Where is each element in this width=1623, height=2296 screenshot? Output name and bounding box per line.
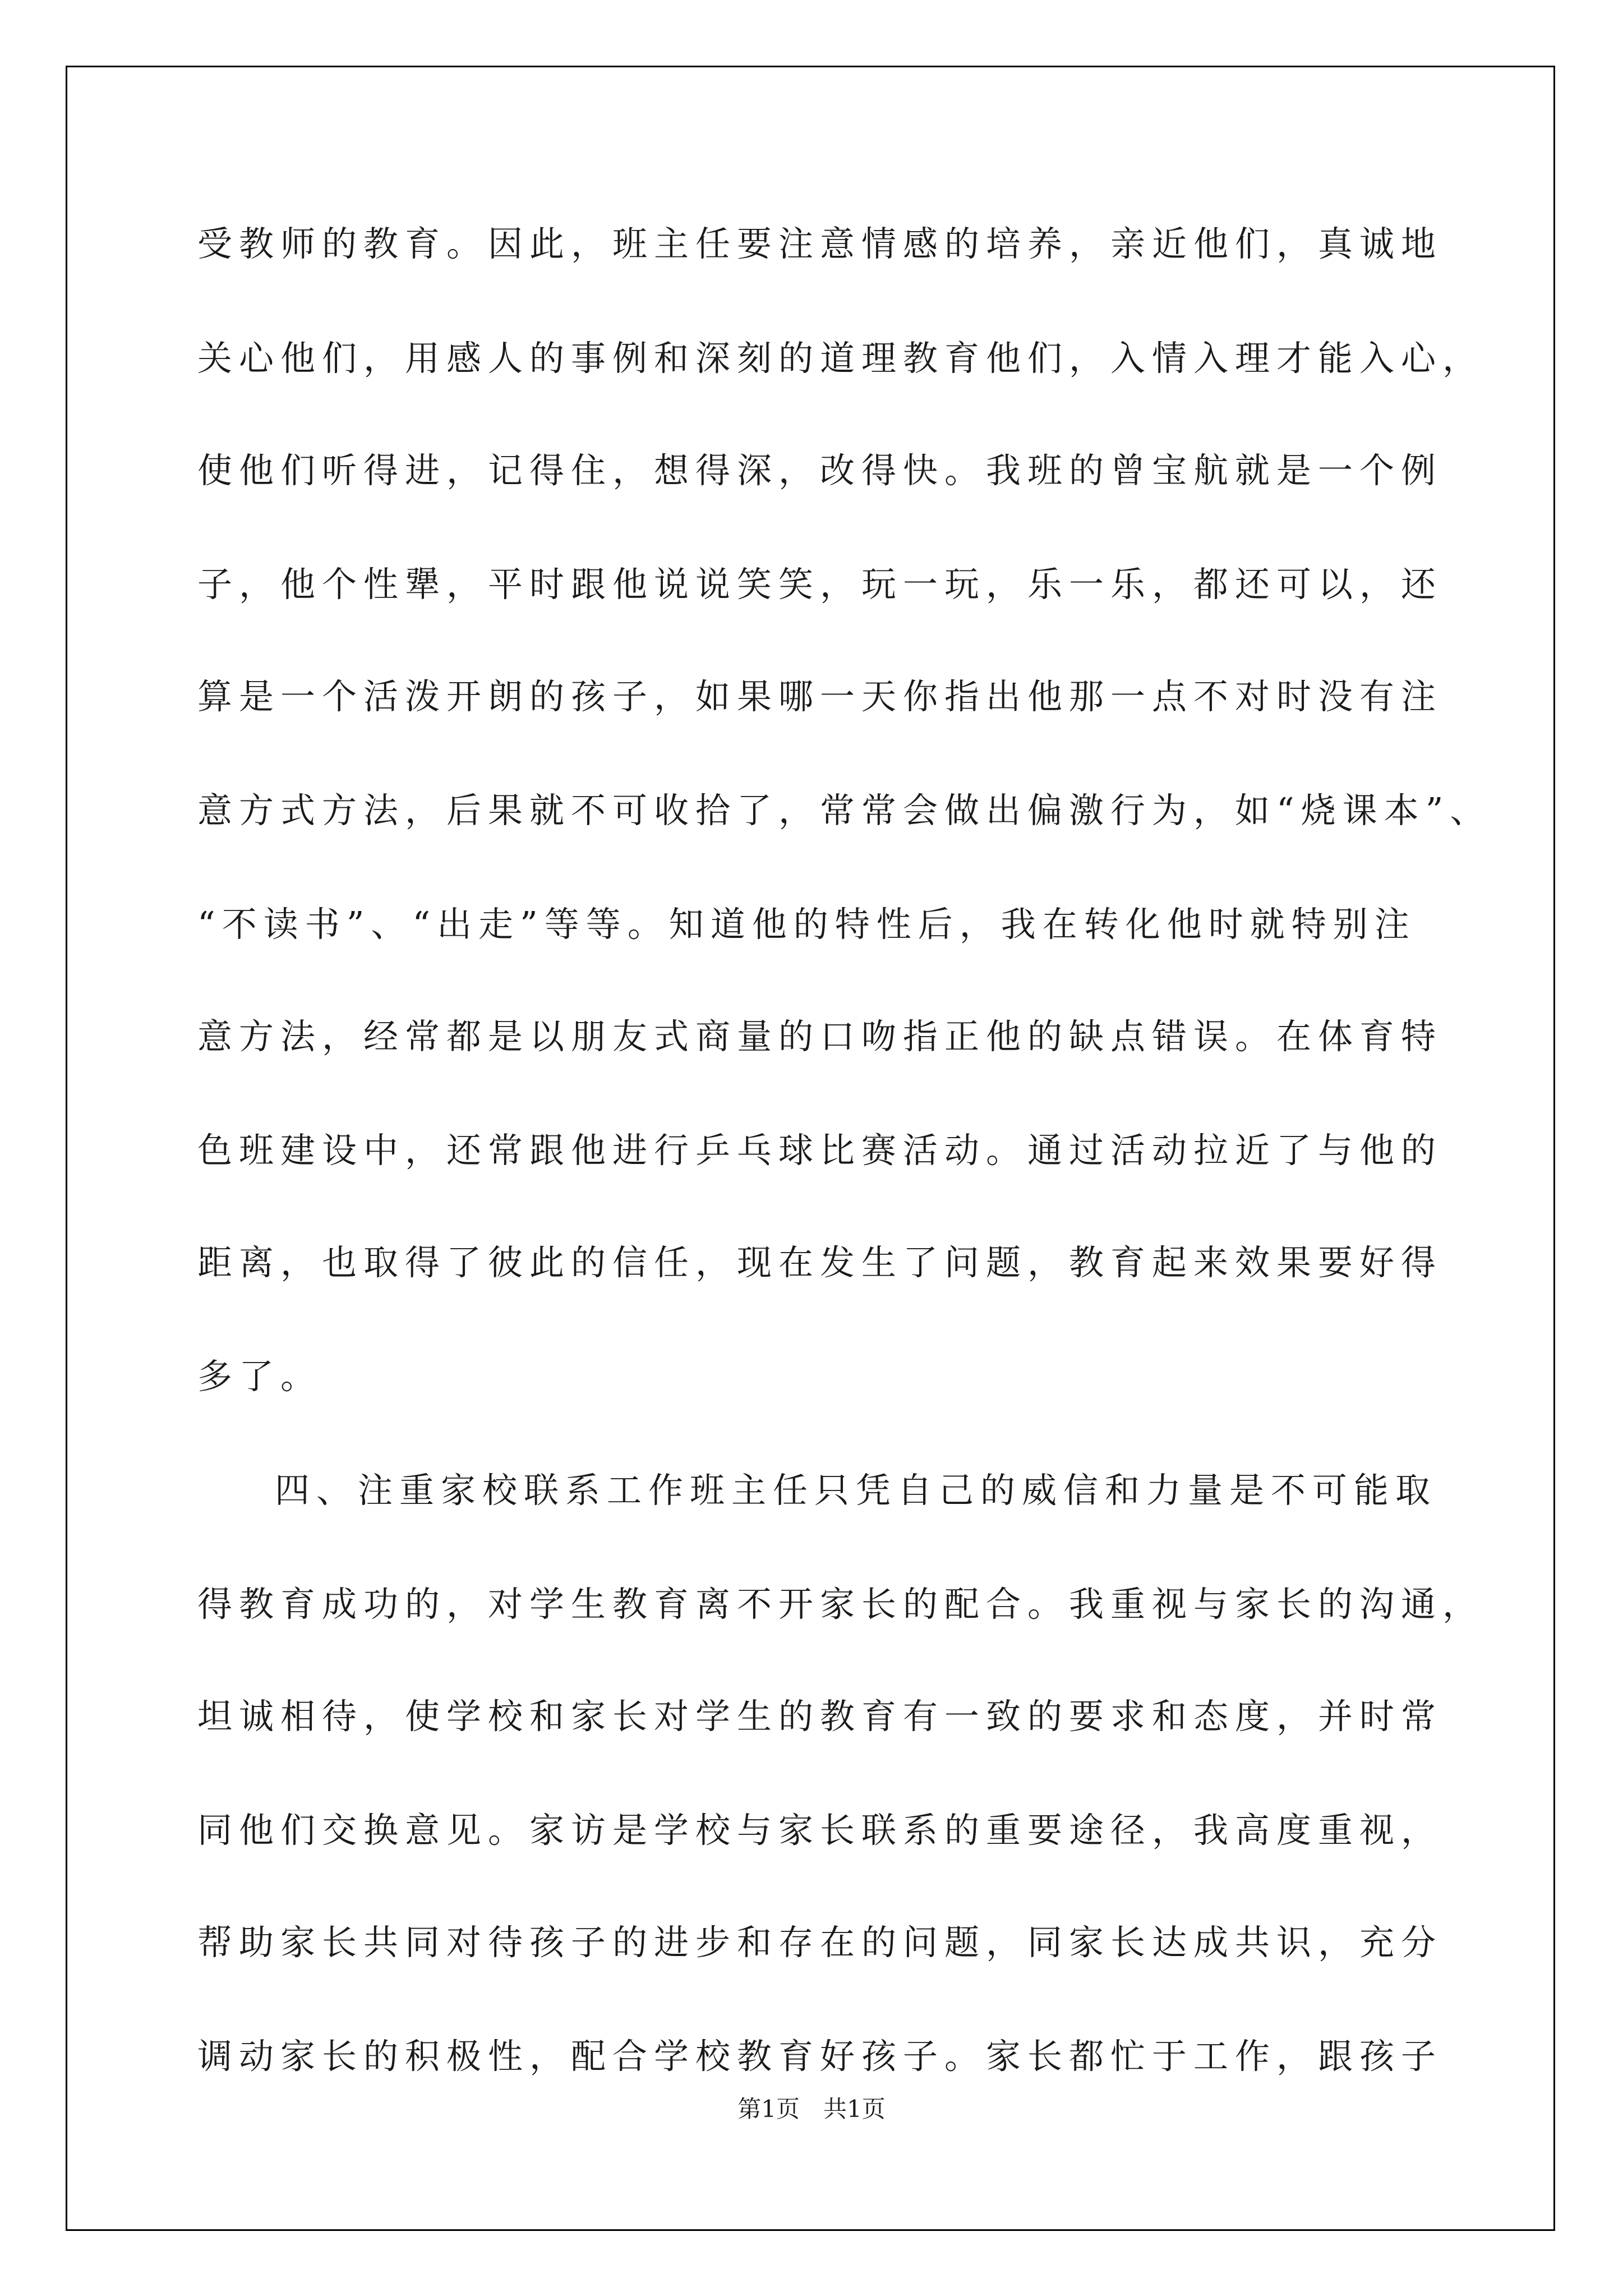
text-line: 坦诚相待，使学校和家长对学生的教育有一致的要求和态度，并时常: [197, 1696, 1443, 1737]
text-line: 关心他们，用感人的事例和深刻的道理教育他们，入情入理才能入心，: [197, 338, 1484, 379]
text-line: 意方法，经常都是以朋友式商量的口吻指正他的缺点错误。在体育特: [197, 1016, 1443, 1057]
text-line: 调动家长的积极性，配合学校教育好孩子。家长都忙于工作，跟孩子: [197, 2036, 1443, 2077]
text-line: 同他们交换意见。家访是学校与家长联系的重要途径，我高度重视，: [197, 1810, 1443, 1851]
text-line: 色班建设中，还常跟他进行乒乓球比赛活动。通过活动拉近了与他的: [197, 1130, 1443, 1171]
text-line: 子，他个性犟，平时跟他说说笑笑，玩一玩，乐一乐，都还可以，还: [197, 564, 1443, 605]
text-line: 帮助家长共同对待孩子的进步和存在的问题，同家长达成共识，充分: [197, 1922, 1443, 1963]
text-line: 意方式方法，后果就不可收拾了，常常会做出偏激行为，如“烧课本”、: [197, 790, 1492, 831]
text-line: 距离，也取得了彼此的信任，现在发生了问题，教育起来效果要好得: [197, 1242, 1443, 1283]
page-footer: 第1页 共1页: [737, 2095, 886, 2123]
text-line: 算是一个活泼开朗的孩子，如果哪一天你指出他那一点不对时没有注: [197, 676, 1443, 717]
text-line: 得教育成功的，对学生教育离不开家长的配合。我重视与家长的沟通，: [197, 1584, 1484, 1625]
text-line: “不读书”、“出走”等等。知道他的特性后，我在转化他时就特别注: [197, 904, 1416, 945]
text-line: 使他们听得进，记得住，想得深，改得快。我班的曾宝航就是一个例: [197, 450, 1443, 491]
paragraph-start-line: 四、注重家校联系工作班主任只凭自己的威信和力量是不可能取: [275, 1470, 1437, 1511]
text-line: 受教师的教育。因此，班主任要注意情感的培养，亲近他们，真诚地: [197, 223, 1443, 264]
text-line: 多了。: [197, 1356, 322, 1397]
